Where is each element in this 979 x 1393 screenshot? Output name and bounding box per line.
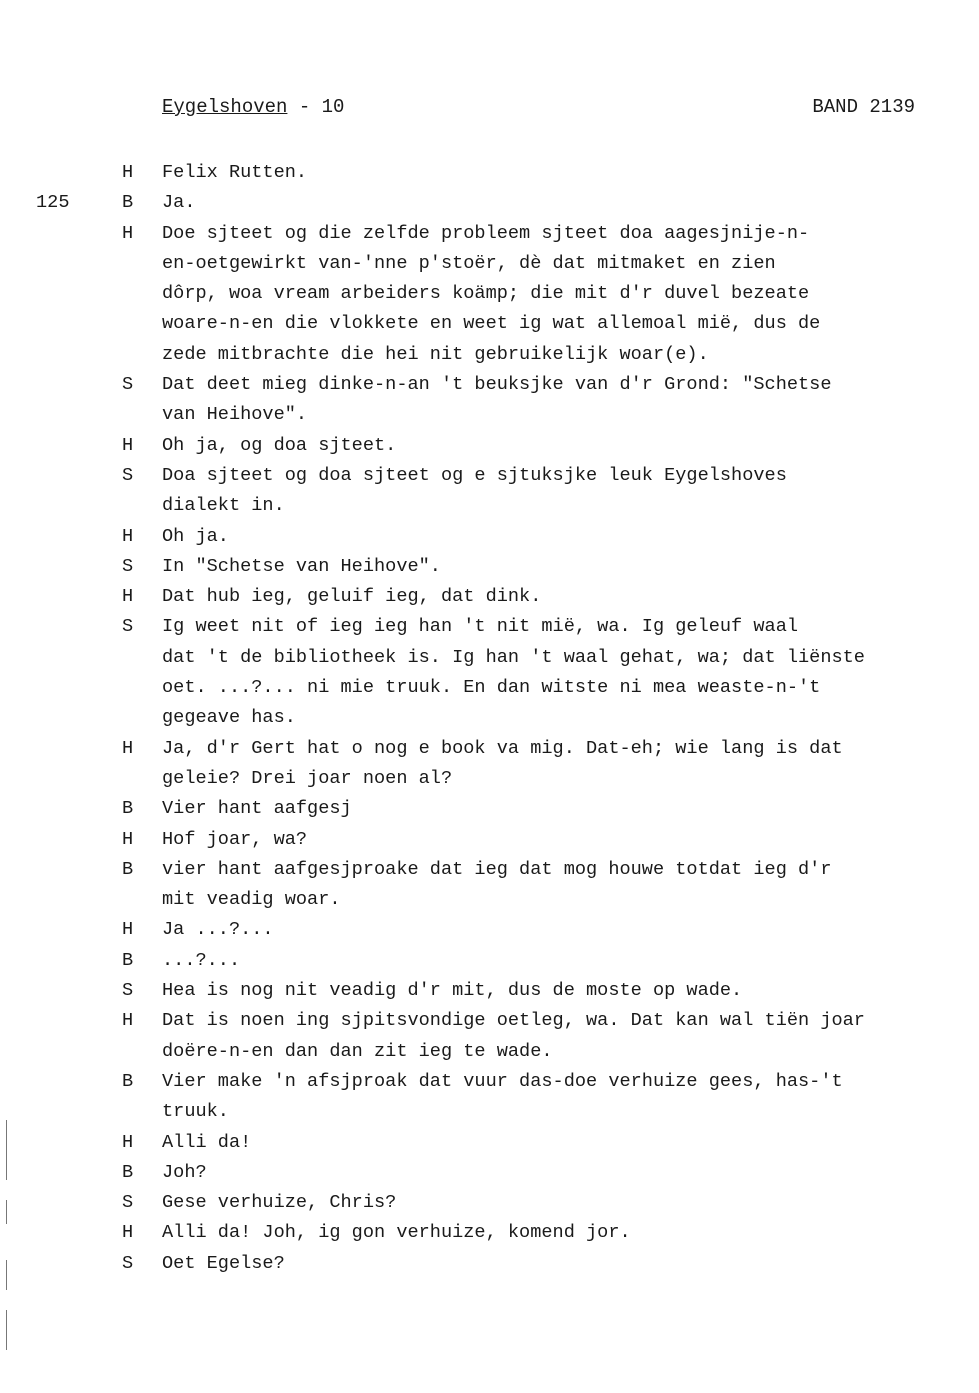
utterance-line: mit veadig woar. — [162, 889, 341, 911]
transcript-entry — [0, 552, 979, 582]
transcript-entry — [0, 855, 979, 916]
utterance-line: doëre-n-en dan dan zit ieg te wade. — [162, 1040, 553, 1062]
transcript-entry — [0, 370, 979, 431]
utterance-line: Dat hub ieg, geluif ieg, dat dink. — [162, 586, 542, 608]
speaker-label: H — [122, 1222, 134, 1244]
utterance-line: Ja. — [162, 192, 196, 214]
utterance-line: dialekt in. — [162, 495, 285, 517]
speaker-label: H — [122, 828, 134, 850]
utterance-line: Alli da! — [162, 1131, 252, 1153]
speaker-label: H — [122, 737, 134, 759]
page-number: 10 — [321, 96, 345, 118]
speaker-label: S — [122, 1192, 134, 1214]
speaker-label: S — [122, 555, 134, 577]
utterance-line: Doe sjteet og die zelfde probleem sjteet doa aagesjnije-n- — [162, 222, 810, 244]
utterance-line: Dat deet mieg dinke-n-an 't beuksjke van d'r Grond: "Schetse — [162, 374, 832, 396]
utterance-line: In "Schetse van Heihove". — [162, 555, 441, 577]
speaker-label: S — [122, 464, 134, 486]
utterance-line: zede mitbrachte die hei nit gebruikelijk woar(e). — [162, 343, 709, 365]
transcript-entry — [0, 612, 979, 733]
page-header — [162, 96, 915, 124]
transcript-entry — [0, 219, 979, 370]
transcript-entry — [0, 522, 979, 552]
speaker-label: H — [122, 525, 134, 547]
transcript-entry — [0, 1006, 979, 1067]
speaker-label: S — [122, 980, 134, 1002]
transcript-entry — [0, 431, 979, 461]
utterance-line: Dat is noen ing sjpitsvondige oetleg, wa. Dat kan wal tiën joar — [162, 1010, 865, 1032]
speaker-label: B — [122, 949, 134, 971]
speaker-label: H — [122, 586, 134, 608]
speaker-label: H — [122, 222, 134, 244]
line-number: 125 — [36, 192, 70, 214]
utterance-line: Oet Egelse? — [162, 1252, 285, 1274]
transcript-entry — [0, 158, 979, 188]
utterance-line: Joh? — [162, 1161, 207, 1183]
speaker-label: H — [122, 162, 134, 183]
utterance-line: Felix Rutten. — [162, 162, 308, 183]
utterance-line: en-oetgewirkt van-'nne p'stoër, dè dat mitmaket en zien — [162, 252, 776, 274]
speaker-label: H — [122, 919, 134, 941]
margin-marks — [6, 1120, 10, 1360]
speaker-label: H — [122, 1010, 134, 1032]
utterance-line: Ja, d'r Gert hat o nog e book va mig. Dat-eh; wie lang is dat — [162, 737, 843, 759]
utterance-line: Ig weet nit of ieg ieg han 't nit mië, wa. Ig geleuf waal — [162, 616, 799, 638]
utterance-line: Ja ...?... — [162, 919, 274, 941]
transcript-entry — [0, 1249, 979, 1279]
utterance-line: dat 't de bibliotheek is. Ig han 't waal gehat, wa; dat liënste — [162, 646, 865, 668]
utterance-line: Doa sjteet og doa sjteet og e sjtuksjke leuk Eygelshoves — [162, 464, 787, 486]
speaker-label: B — [122, 798, 134, 820]
utterance-line: Vier make 'n afsjproak dat vuur das-doe verhuize gees, has-'t — [162, 1070, 843, 1092]
utterance-line: Oh ja, og doa sjteet. — [162, 434, 397, 456]
utterance-line: oet. ...?... ni mie truuk. En dan witste ni mea weaste-n-'t — [162, 677, 821, 699]
utterance-line: Vier hant aafgesj — [162, 798, 352, 820]
transcript-entry — [0, 946, 979, 976]
band-number: BAND 2139 — [812, 96, 915, 118]
utterance-line: truuk. — [162, 1101, 229, 1123]
speaker-label: B — [122, 1161, 134, 1183]
utterance-line: van Heihove". — [162, 404, 308, 426]
margin-mark — [6, 1310, 7, 1350]
utterance-line: gegeave has. — [162, 707, 296, 729]
transcript-entry — [0, 1158, 979, 1188]
speaker-label: H — [122, 1131, 134, 1153]
transcript-entry — [0, 1188, 979, 1218]
transcript-entry — [0, 461, 979, 522]
speaker-label: S — [122, 1252, 134, 1274]
page-location-and-number — [162, 96, 344, 118]
utterance-line: Oh ja. — [162, 525, 229, 547]
margin-mark — [6, 1260, 7, 1290]
speaker-label: B — [122, 192, 134, 214]
transcript — [0, 158, 979, 1279]
transcript-entry — [0, 1067, 979, 1128]
utterance-line: Hof joar, wa? — [162, 828, 308, 850]
transcript-entry — [0, 1218, 979, 1248]
transcript-entry — [0, 825, 979, 855]
speaker-label: S — [122, 616, 134, 638]
transcript-entry — [0, 1128, 979, 1158]
utterance-line: dôrp, woa vream arbeiders koämp; die mit d'r duvel bezeate — [162, 283, 810, 305]
utterance-line: geleie? Drei joar noen al? — [162, 767, 453, 789]
utterance-line: vier hant aafgesjproake dat ieg dat mog houwe totdat ieg d'r — [162, 858, 832, 880]
margin-mark — [6, 1200, 7, 1224]
utterance-line: ...?... — [162, 949, 241, 971]
transcript-entry — [0, 188, 979, 218]
transcript-entry — [0, 915, 979, 945]
header-separator: - — [287, 96, 322, 118]
transcript-entry — [0, 734, 979, 795]
transcript-entry — [0, 582, 979, 612]
utterance-line: Gese verhuize, Chris? — [162, 1192, 397, 1214]
speaker-label: B — [122, 1070, 134, 1092]
utterance-line: woare-n-en die vlokkete en weet ig wat allemoal mië, dus de — [162, 313, 821, 335]
utterance-line: Alli da! Joh, ig gon verhuize, komend jor. — [162, 1222, 631, 1244]
location-name: Eygelshoven — [162, 96, 288, 118]
utterance-line: Hea is nog nit veadig d'r mit, dus de moste op wade. — [162, 980, 743, 1002]
transcript-entry — [0, 976, 979, 1006]
speaker-label: H — [122, 434, 134, 456]
transcript-entry — [0, 794, 979, 824]
speaker-label: B — [122, 858, 134, 880]
speaker-label: S — [122, 374, 134, 396]
margin-mark — [6, 1120, 7, 1180]
